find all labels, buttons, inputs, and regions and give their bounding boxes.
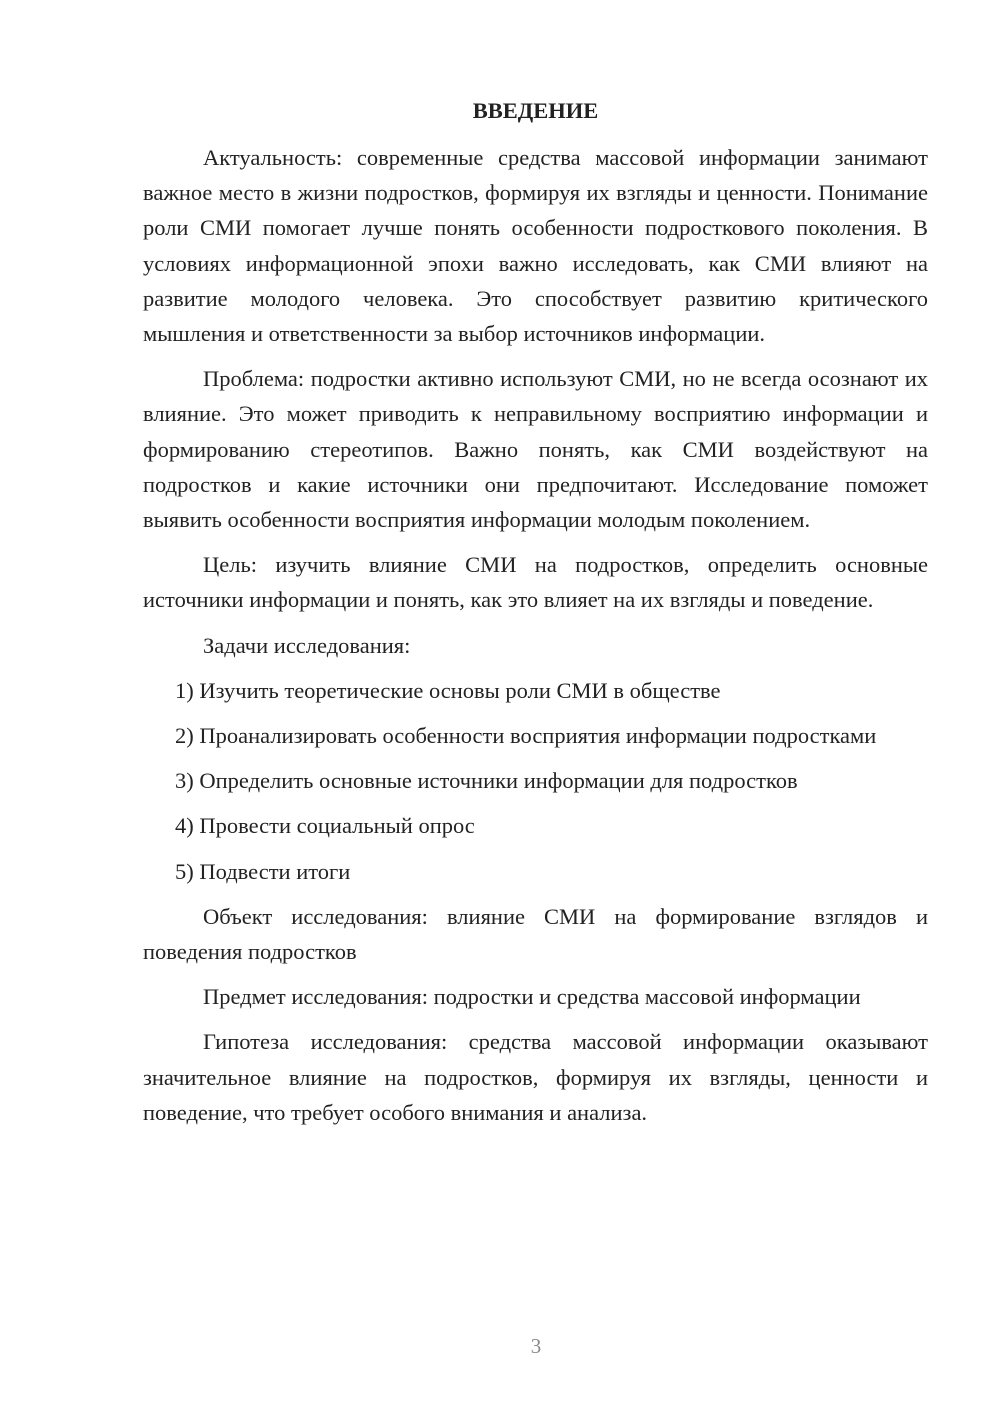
task-item-3: 3) Определить основные источники информации для подростков — [175, 768, 798, 794]
task-item-4: 4) Провести социальный опрос — [175, 813, 475, 839]
paragraph-relevance: Актуальность: современные средства массовой информации занимают важное место в жизни подростков, формируя их взгляды и ценности. Понимание роли СМИ помогает лучше понять особенности подросткового поколения. В условиях информационной эпохи важно исследовать, как СМИ влияют на развитие молодого человека. Это способствует развитию критического мышления и ответственности за выбор источников информации. — [143, 145, 928, 347]
paragraph-goal: Цель: изучить влияние СМИ на подростков, определить основные источники информации и понять, как это влияет на их взгляды и поведение. — [143, 552, 928, 613]
tasks-list — [143, 673, 928, 889]
task-item-5: 5) Подвести итоги — [175, 858, 351, 884]
task-item-2: 2) Проанализировать особенности восприятия информации подростками — [175, 723, 877, 749]
paragraph-problem: Проблема: подростки активно используют СМИ, но не всегда осознают их влияние. Это может приводить к неправильному восприятию информации и формированию стереотипов. Важно понять, как СМИ воздействуют на подростков и какие источники они предпочитают. Исследование поможет выявить особенности восприятия информации молодым поколением. — [143, 366, 928, 533]
task-item-1: 1) Изучить теоретические основы роли СМИ в обществе — [175, 677, 721, 703]
paragraph-hypothesis: Гипотеза исследования: средства массовой информации оказывают значительное влияние на подростков, формируя их взгляды, ценности и поведение, что требует особого внимания и анализа. — [143, 1029, 928, 1125]
page-title: ВВЕДЕНИЕ — [472, 98, 599, 123]
paragraph-object: Объект исследования: влияние СМИ на формирование взглядов и поведения подростков — [143, 903, 928, 965]
paragraph-subject: Предмет исследования: подростки и средства массовой информации — [203, 984, 861, 1010]
tasks-heading: Задачи исследования: — [203, 632, 411, 658]
page-number: 3 — [530, 1334, 542, 1358]
page-content — [143, 93, 928, 1140]
